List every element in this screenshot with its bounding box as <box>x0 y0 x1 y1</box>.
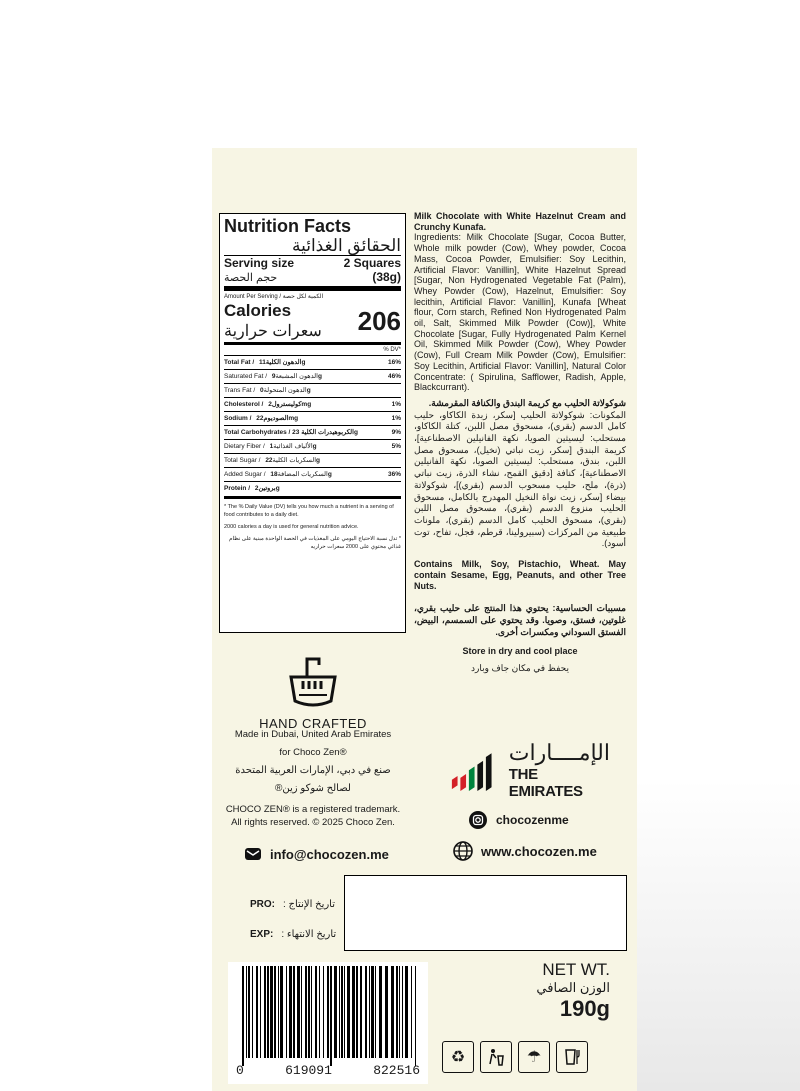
barcode-bar <box>278 966 279 1058</box>
amount-per-serving: Amount Per Serving / الكمية لكل حصة <box>224 294 324 300</box>
pro-label-ar: تاريخ الإنتاج : <box>283 899 336 910</box>
barcode-bar <box>385 966 388 1058</box>
allergens-ar: مسببات الحساسية: يحتوي هذا المنتج على حليب بقري، غلوتين، فستق، وصويا. وقد يحتوي على السمسم، البيض، الفستق السوداني ومكسرات أخرى. <box>414 603 626 637</box>
nutrient-label: Total Sugar / السكريات الكلية <box>224 457 316 464</box>
nutrient-row <box>224 467 401 481</box>
trademark-line1: CHOCO ZEN® is a registered trademark. <box>225 804 401 815</box>
dv-header: % DV* <box>383 347 401 353</box>
product-name-en: Milk Chocolate with White Hazelnut Cream and Crunchy Kunafa. <box>414 211 626 232</box>
barcode-bar <box>347 966 350 1058</box>
barcode-bar <box>315 966 317 1058</box>
net-weight <box>490 960 610 1022</box>
net-weight-value: 190g <box>559 996 610 1021</box>
exp-label: EXP: <box>250 929 274 940</box>
barcode-bar <box>297 966 300 1058</box>
emirates-ar: الإمــــارات <box>508 740 610 765</box>
calories-label: Calories <box>224 301 292 320</box>
nutrient-amount: 22mg <box>256 415 299 422</box>
barcode-bars <box>228 966 428 1066</box>
nutrient-row <box>224 411 401 425</box>
barcode-bar <box>323 966 324 1058</box>
barcode-bar <box>293 966 295 1058</box>
barcode-bar <box>256 966 258 1058</box>
nutrient-amount: 2mg <box>268 401 312 408</box>
nutrient-label: Added Sugar / السكريات المضافة <box>224 471 328 478</box>
umbrella-icon: ☂ <box>518 1041 550 1073</box>
globe-icon <box>453 841 473 861</box>
nutrient-label: Protein / بروتين <box>224 485 276 492</box>
nutrient-dv: 9% <box>391 429 401 436</box>
calorie-note: 2000 calories a day is used for general nutrition advice. <box>224 524 359 530</box>
barcode-bar <box>399 966 400 1058</box>
nutrient-dv: 36% <box>387 471 401 478</box>
website-contact[interactable] <box>453 841 597 861</box>
exp-label-ar: تاريخ الانتهاء : <box>281 929 337 940</box>
date-labels <box>250 890 336 950</box>
nutrient-row <box>224 383 401 397</box>
nutrient-label: Saturated Fat / الدهون المشبعة <box>224 373 318 380</box>
serving-grams: (38g) <box>372 270 401 284</box>
email-text[interactable]: info@chocozen.me <box>270 846 389 862</box>
barcode-bar <box>301 966 302 1058</box>
trademark <box>220 803 406 829</box>
instagram-handle[interactable]: chocozenme <box>496 813 569 827</box>
nutrient-amount: 0g <box>260 387 311 394</box>
product-name-ar: شوكولاتة الحليب مع كريمة البندق والكنافة المقرمشة. <box>428 397 626 408</box>
nutrient-amount: 22g <box>265 457 320 464</box>
nutrient-row <box>224 481 401 495</box>
storage-en: Store in dry and cool place <box>462 646 578 657</box>
barcode-bar <box>308 966 310 1058</box>
tidyman-icon <box>480 1041 512 1073</box>
barcode-digit-right: 822516 <box>373 1063 420 1078</box>
barcode-bar <box>411 966 412 1058</box>
calories-value: 206 <box>357 305 401 336</box>
barcode-bar <box>311 966 312 1058</box>
barcode-bar <box>330 966 332 1066</box>
calories-ar: سعرات حرارية <box>224 323 322 340</box>
emirates-logo <box>450 740 610 800</box>
barcode-bar <box>274 966 276 1058</box>
nutrient-dv: 5% <box>391 443 401 450</box>
nutrient-row <box>224 355 401 369</box>
barcode-bar <box>319 966 320 1058</box>
nutrient-amount: 11g <box>259 359 306 366</box>
barcode-bar <box>305 966 307 1058</box>
barcode-bar <box>280 966 283 1058</box>
nutrient-amount: 18g <box>270 471 332 478</box>
nutrient-dv: 1% <box>391 401 401 408</box>
barcode-bar <box>270 966 273 1058</box>
barcode-bar <box>286 966 287 1058</box>
nutrient-row <box>224 397 401 411</box>
barcode-bar <box>391 966 394 1058</box>
barcode-bar <box>341 966 343 1058</box>
barcode <box>228 962 428 1084</box>
barcode-digit-left: 619091 <box>285 1063 332 1078</box>
nutrient-label: Total Fat / الدهون الكلية <box>224 359 302 366</box>
barcode-bar <box>334 966 337 1058</box>
website-text[interactable]: www.chocozen.me <box>481 843 597 859</box>
allergens-en: Contains Milk, Soy, Pistachio, Wheat. May contain Sesame, Egg, Peanuts, and other Tree Nuts. <box>414 559 626 591</box>
ingredients-ar: المكونات: شوكولاتة الحليب [سكر، زبدة الكاكاو، حليب كامل الدسم (بقري)، مسحوق مصل اللبن، كتلة الكاكاو، مستحلب: ليسيثين الصويا، نكهة الفانيلين الاصطناعية]، كريمة البندق [سكر، زيت نباتي (نخيل)، مسحوق مصل اللبن، بندق، مستحلب: ليسيثين الصويا، نكهة الفانيلين الاصطناعية]، كنافة [دقيق القمح، نشاء الذرة، زيت نباتي (ذرة)، ملح، حليب مسحوب الدسم (بقري)]، شوكولاتة بيضاء [سكر، زيت نواة النخيل المهدرج بالكامل، مسحوق الحليب منزوع الدسم (بقري)، مسحوق مصل اللبن (بقري)، مسحوق الحليب كامل الدسم (بقري)، ملونات طبيعية من المركزات (سبيرولينا، قرطم، فجل، تفاح، توت أسود). <box>414 409 626 549</box>
nutrient-dv: 16% <box>387 359 401 366</box>
barcode-bar <box>246 966 247 1058</box>
made-in-line1: Made in Dubai, United Arab Emirates <box>234 729 392 740</box>
symbol-icons <box>442 1041 588 1073</box>
nutrient-label: Total Carbohydrates / الكربوهيدرات الكلية 23g <box>224 429 358 436</box>
hand-crafted-label: HAND CRAFTED <box>259 716 367 731</box>
barcode-bar <box>365 966 367 1058</box>
email-contact[interactable] <box>244 846 389 862</box>
barcode-bar <box>402 966 403 1058</box>
dv-note: * The % Daily Value (DV) tells you how much a nutrient in a serving of food contributes to a daily diet. <box>224 504 394 518</box>
net-weight-ar: الوزن الصافي <box>536 980 610 995</box>
made-in-line2: for Choco Zen® <box>279 747 347 758</box>
nutrition-title-ar: الحقائق الغذائية <box>291 236 401 255</box>
barcode-bar <box>339 966 340 1058</box>
barcode-bar <box>289 966 292 1058</box>
ingredients-panel <box>414 211 626 674</box>
instagram-icon <box>468 810 488 830</box>
made-in-line1-ar: صنع في دبي، الإمارات العربية المتحدة <box>235 765 391 776</box>
barcode-bar <box>344 966 345 1058</box>
nutrient-amount: 1g <box>269 443 317 450</box>
nutrient-amount: 2g <box>254 485 280 492</box>
nutrient-rows <box>224 355 401 495</box>
mail-icon <box>244 846 262 862</box>
pro-label: PRO: <box>250 899 275 910</box>
barcode-bar <box>369 966 370 1058</box>
nutrition-facts-panel <box>219 213 406 633</box>
barcode-bar <box>264 966 266 1058</box>
barcode-bar <box>379 966 382 1058</box>
trademark-line2: All rights reserved. © 2025 Choco Zen. <box>231 817 395 828</box>
nutrient-row <box>224 369 401 383</box>
barcode-bar <box>267 966 269 1058</box>
barcode-bar <box>415 966 416 1066</box>
hand-crafted-badge <box>220 655 406 731</box>
emirates-flag-mark <box>450 750 505 800</box>
barcode-bar <box>396 966 398 1058</box>
barcode-bar <box>327 966 329 1058</box>
dv-note-ar: * تدل نسبة الاحتياج اليومي على المغذيات في الحصة الواحدة مبنية على نظام غذائي محتوي على 2000 سعرات حراريه <box>229 536 401 550</box>
nutrient-amount: 9g <box>271 373 322 380</box>
nutrient-row <box>224 453 401 467</box>
barcode-bar <box>356 966 358 1058</box>
nutrient-label: Trans Fat / الدهون المتحولة <box>224 387 307 394</box>
ingredients-en: Ingredients: Milk Chocolate [Sugar, Cocoa Butter, Whole milk powder (Cow), Whey powder, Cocoa Mass, Cocoa Powder, Emulsifier: Soy Lecithin, Artificial Flavor: Vanillin], White Hazelnut Spread [Sugar, Non Hydrogenated Vegetable Fat (Palm), Whey Powder (Cow), Hazelnut, Emulsifier: Soy lecithin, Artificial Flavor: Vanillin], Kunafa [Wheat flour, Corn starch, Refined Non Hydrogenated Palm oil, Salt, Skimmed Milk Powder (Cow)], White Chocolate [Sugar, Fully Hydrogenated Palm Kernel Oil, Skimmed Milk Powder (Cow), Whey Powder (Cow), Full Cream Milk Powder (Cow), Emulsifier: Soy Lecithin, Artificial Flavor: Vanillin], Natural Color Concentrate: ( Spirulina, Safflower, Radish, Apple, Blackcurrant). <box>414 232 626 393</box>
serving-size-value: 2 Squares <box>343 256 401 270</box>
nutrient-dv: 1% <box>391 415 401 422</box>
made-in-line2-ar: لصالح شوكو زين® <box>275 783 351 794</box>
made-in <box>220 726 406 798</box>
instagram-contact[interactable] <box>468 810 569 830</box>
food-safe-icon <box>556 1041 588 1073</box>
barcode-bar <box>248 966 250 1058</box>
barcode-digit-prefix: 0 <box>236 1063 244 1078</box>
serving-size-ar-row <box>224 270 401 284</box>
nutrient-label: Cholesterol / كوليسترول <box>224 401 302 408</box>
nutrient-row <box>224 439 401 453</box>
storage-ar: يحفظ في مكان جاف وبارد <box>471 663 569 674</box>
recycle-icon: ♻ <box>442 1041 474 1073</box>
barcode-bar <box>405 966 408 1058</box>
barcode-bar <box>360 966 362 1058</box>
shadow-area <box>637 780 800 1091</box>
serving-size-label: Serving size <box>224 256 295 270</box>
nutrient-row <box>224 425 401 439</box>
serving-size-row <box>224 256 401 270</box>
hand-crafted-icon <box>283 655 343 707</box>
nutrition-title: Nutrition Facts <box>224 216 352 236</box>
barcode-bar <box>375 966 376 1058</box>
barcode-bar <box>260 966 261 1058</box>
emirates-en: THE EMIRATES <box>508 766 583 800</box>
barcode-bar <box>242 966 244 1066</box>
net-weight-label: NET WT. <box>542 960 610 979</box>
calories-row <box>224 301 401 341</box>
barcode-bar <box>371 966 374 1058</box>
date-stamp-box <box>344 875 627 951</box>
barcode-bar <box>252 966 253 1058</box>
nutrient-dv: 46% <box>387 373 401 380</box>
barcode-number <box>228 1063 428 1078</box>
serving-size-ar: حجم الحصة <box>224 271 278 284</box>
nutrient-label: Sodium / الصوديوم <box>224 415 289 422</box>
nutrient-label: Dietary Fiber / الألياف الغذائية <box>224 443 313 450</box>
barcode-bar <box>352 966 355 1058</box>
